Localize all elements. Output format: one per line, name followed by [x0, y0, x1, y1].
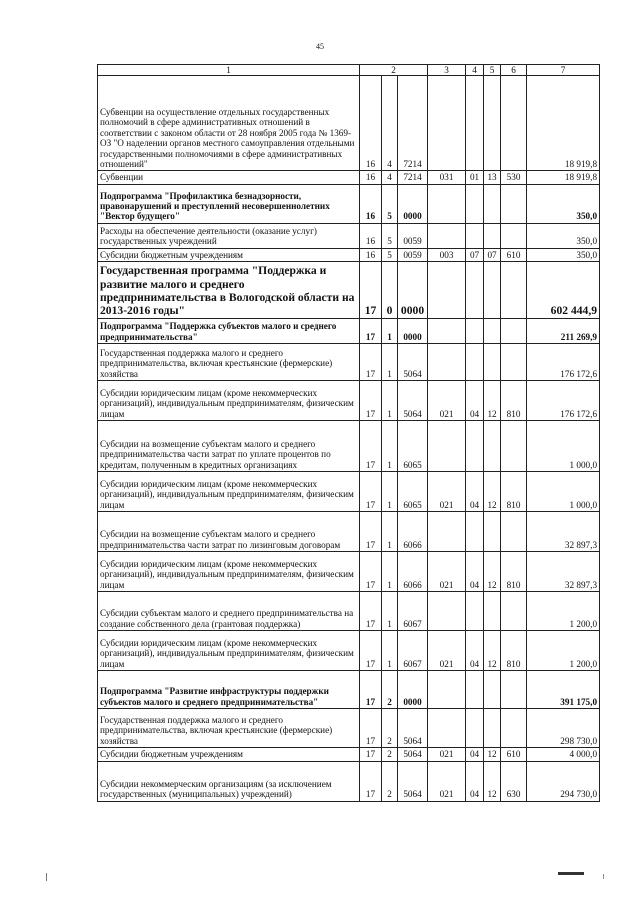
- row-name: Расходы на обеспечение деятельности (оказание услуг) государственных учреждений: [98, 223, 360, 248]
- code-ministry: [428, 671, 466, 709]
- code-ministry: [428, 319, 466, 344]
- code-expense-type: 810: [501, 552, 527, 592]
- row-name: Субсидии субъектам малого и среднего предпринимательства на создание собственного дела (грантовая поддержка): [98, 592, 360, 631]
- code-subsection: [484, 184, 501, 223]
- table-row: [98, 248, 600, 261]
- amount: 32 897,3: [527, 552, 600, 592]
- code-program: 17: [360, 748, 382, 761]
- code-expense-type: [501, 344, 527, 381]
- row-name: Субвенции на осуществление отдельных государственных полномочий в сфере административных отношений в соответствии с законом области от 28 ноября 2005 года № 1369-ОЗ "О наделении органов местного самоуправления отдельными государственными полномочиями в сфере административных отношений": [98, 76, 360, 171]
- code-expense-type: 610: [501, 248, 527, 261]
- code-subsection: [484, 223, 501, 248]
- code-program: 16: [360, 248, 382, 261]
- code-expense-type: [501, 319, 527, 344]
- code-subsection: [484, 319, 501, 344]
- code-program: 17: [360, 512, 382, 552]
- code-subprogram: 1: [382, 592, 398, 631]
- code-program: 17: [360, 381, 382, 421]
- row-name: Субсидии на возмещение субъектам малого и среднего предпринимательства части затрат по уплате процентов по кредитам, полученным в кредитных организациях: [98, 421, 360, 472]
- code-direction: 7214: [398, 76, 428, 171]
- code-section: 04: [466, 381, 484, 421]
- code-expense-type: [501, 223, 527, 248]
- code-program: 17: [360, 421, 382, 472]
- table-row: [98, 344, 600, 381]
- code-subsection: 12: [484, 748, 501, 761]
- code-section: [466, 344, 484, 381]
- table-row: [98, 223, 600, 248]
- code-direction: 5064: [398, 761, 428, 801]
- code-subprogram: 2: [382, 761, 398, 801]
- table-row: [98, 421, 600, 472]
- amount: 350,0: [527, 248, 600, 261]
- amount: 211 269,9: [527, 319, 600, 344]
- header-cell: 3: [428, 65, 466, 76]
- code-expense-type: 810: [501, 631, 527, 671]
- code-subsection: [484, 262, 501, 319]
- code-direction: 6067: [398, 631, 428, 671]
- code-subsection: 13: [484, 171, 501, 184]
- row-name: Субсидии юридическим лицам (кроме некоммерческих организаций), индивидуальным предпринимателям, физическим лицам: [98, 472, 360, 512]
- table-row: [98, 262, 600, 319]
- code-expense-type: [501, 671, 527, 709]
- header-cell: 2: [360, 65, 428, 76]
- code-expense-type: [501, 184, 527, 223]
- amount: 4 000,0: [527, 748, 600, 761]
- code-subprogram: 1: [382, 472, 398, 512]
- row-name: Подпрограмма "Поддержка субъектов малого и среднего предпринимательства": [98, 319, 360, 344]
- code-section: 04: [466, 552, 484, 592]
- code-direction: 6065: [398, 421, 428, 472]
- header-cell: 4: [466, 65, 484, 76]
- code-subsection: [484, 592, 501, 631]
- code-ministry: 021: [428, 631, 466, 671]
- header-cell: 5: [484, 65, 501, 76]
- code-ministry: [428, 262, 466, 319]
- code-direction: 6066: [398, 512, 428, 552]
- code-section: [466, 223, 484, 248]
- table-row: [98, 592, 600, 631]
- table-row: [98, 631, 600, 671]
- code-expense-type: [501, 421, 527, 472]
- table-row: [98, 472, 600, 512]
- code-subprogram: 2: [382, 671, 398, 709]
- header-row: [98, 65, 600, 76]
- code-ministry: 021: [428, 748, 466, 761]
- code-section: [466, 671, 484, 709]
- code-subprogram: 4: [382, 171, 398, 184]
- code-section: 04: [466, 748, 484, 761]
- table-row: [98, 319, 600, 344]
- code-ministry: [428, 76, 466, 171]
- code-section: [466, 76, 484, 171]
- amount: 298 730,0: [527, 709, 600, 748]
- code-subprogram: 4: [382, 76, 398, 171]
- code-direction: 5064: [398, 748, 428, 761]
- code-direction: 0000: [398, 184, 428, 223]
- amount: 176 172,6: [527, 381, 600, 421]
- amount: 391 175,0: [527, 671, 600, 709]
- code-section: 01: [466, 171, 484, 184]
- amount: 1 000,0: [527, 421, 600, 472]
- code-direction: 7214: [398, 171, 428, 184]
- code-section: 04: [466, 761, 484, 801]
- code-program: 17: [360, 709, 382, 748]
- header-cell: 6: [501, 65, 527, 76]
- code-expense-type: [501, 592, 527, 631]
- code-subprogram: 1: [382, 381, 398, 421]
- table-row: [98, 184, 600, 223]
- code-program: 17: [360, 671, 382, 709]
- row-name: Субсидии юридическим лицам (кроме некоммерческих организаций), индивидуальным предпринимателям, физическим лицам: [98, 552, 360, 592]
- code-subsection: 12: [484, 381, 501, 421]
- code-subsection: 12: [484, 472, 501, 512]
- code-subprogram: 1: [382, 552, 398, 592]
- code-program: 17: [360, 344, 382, 381]
- table-body: [98, 76, 600, 801]
- code-subprogram: 2: [382, 748, 398, 761]
- code-section: [466, 262, 484, 319]
- row-name: Субсидии юридическим лицам (кроме некоммерческих организаций), индивидуальным предпринимателям, физическим лицам: [98, 631, 360, 671]
- code-expense-type: 810: [501, 381, 527, 421]
- code-direction: 0059: [398, 248, 428, 261]
- code-program: 17: [360, 761, 382, 801]
- amount: 32 897,3: [527, 512, 600, 552]
- amount: 350,0: [527, 184, 600, 223]
- scan-mark: [46, 873, 47, 881]
- code-program: 17: [360, 262, 382, 319]
- code-section: [466, 709, 484, 748]
- code-section: 04: [466, 631, 484, 671]
- code-ministry: [428, 421, 466, 472]
- code-section: 07: [466, 248, 484, 261]
- code-direction: 6067: [398, 592, 428, 631]
- code-subprogram: 0: [382, 262, 398, 319]
- row-name: Субвенции: [98, 171, 360, 184]
- code-expense-type: 610: [501, 748, 527, 761]
- code-subsection: [484, 512, 501, 552]
- code-subprogram: 1: [382, 319, 398, 344]
- code-subprogram: 1: [382, 512, 398, 552]
- code-subprogram: 2: [382, 709, 398, 748]
- amount: 1 200,0: [527, 631, 600, 671]
- code-expense-type: [501, 709, 527, 748]
- code-ministry: 021: [428, 472, 466, 512]
- code-program: 17: [360, 319, 382, 344]
- code-ministry: 031: [428, 171, 466, 184]
- row-name: Субсидии юридическим лицам (кроме некоммерческих организаций), индивидуальным предпринимателям, физическим лицам: [98, 381, 360, 421]
- code-expense-type: 810: [501, 472, 527, 512]
- code-section: [466, 512, 484, 552]
- code-ministry: [428, 709, 466, 748]
- amount: 350,0: [527, 223, 600, 248]
- code-expense-type: 630: [501, 761, 527, 801]
- row-name: Государственная поддержка малого и среднего предпринимательства, включая крестьянские (фермерские) хозяйства: [98, 344, 360, 381]
- code-subsection: 12: [484, 552, 501, 592]
- code-ministry: 021: [428, 552, 466, 592]
- table-row: [98, 76, 600, 171]
- code-subsection: [484, 671, 501, 709]
- code-direction: 6066: [398, 552, 428, 592]
- code-program: 17: [360, 631, 382, 671]
- code-section: [466, 421, 484, 472]
- amount: 1 000,0: [527, 472, 600, 512]
- code-ministry: 021: [428, 381, 466, 421]
- code-program: 17: [360, 552, 382, 592]
- table-row: [98, 709, 600, 748]
- code-subprogram: 5: [382, 184, 398, 223]
- table-row: [98, 671, 600, 709]
- code-program: 16: [360, 184, 382, 223]
- row-name: Государственная поддержка малого и среднего предпринимательства, включая крестьянские (фермерские) хозяйства: [98, 709, 360, 748]
- code-direction: 5064: [398, 709, 428, 748]
- code-direction: 0000: [398, 262, 428, 319]
- code-subsection: 12: [484, 761, 501, 801]
- code-subsection: [484, 76, 501, 171]
- code-subsection: [484, 344, 501, 381]
- table-row: [98, 512, 600, 552]
- page-number: 45: [316, 42, 324, 51]
- row-name: Субсидии некоммерческим организациям (за исключением государственных (муниципальных) учреждений): [98, 761, 360, 801]
- row-name: Субсидии бюджетным учреждениям: [98, 248, 360, 261]
- code-direction: 5064: [398, 344, 428, 381]
- row-name: Подпрограмма "Профилактика безнадзорности, правонарушений и преступлений несовершеннолетних "Вектор будущего": [98, 184, 360, 223]
- header-cell: 7: [527, 65, 600, 76]
- amount: 18 919,8: [527, 76, 600, 171]
- code-subprogram: 1: [382, 421, 398, 472]
- code-ministry: [428, 223, 466, 248]
- code-subsection: [484, 709, 501, 748]
- code-direction: 0000: [398, 671, 428, 709]
- table-row: [98, 381, 600, 421]
- code-subprogram: 5: [382, 248, 398, 261]
- code-subprogram: 5: [382, 223, 398, 248]
- scan-mark: [558, 872, 584, 875]
- table-row: [98, 171, 600, 184]
- header-cell: 1: [98, 65, 360, 76]
- code-section: [466, 592, 484, 631]
- code-direction: 0000: [398, 319, 428, 344]
- code-program: 16: [360, 171, 382, 184]
- table-row: [98, 748, 600, 761]
- code-expense-type: [501, 76, 527, 171]
- row-name: Субсидии бюджетным учреждениям: [98, 748, 360, 761]
- code-program: 17: [360, 592, 382, 631]
- code-ministry: [428, 592, 466, 631]
- code-direction: 0059: [398, 223, 428, 248]
- table-row: [98, 552, 600, 592]
- code-ministry: 003: [428, 248, 466, 261]
- code-subsection: [484, 421, 501, 472]
- code-subsection: 07: [484, 248, 501, 261]
- amount: 176 172,6: [527, 344, 600, 381]
- amount: 1 200,0: [527, 592, 600, 631]
- code-program: 16: [360, 223, 382, 248]
- code-expense-type: [501, 262, 527, 319]
- code-section: [466, 319, 484, 344]
- amount: 294 730,0: [527, 761, 600, 801]
- code-program: 17: [360, 472, 382, 512]
- code-ministry: 021: [428, 761, 466, 801]
- code-section: [466, 184, 484, 223]
- table-row: [98, 761, 600, 801]
- code-section: 04: [466, 472, 484, 512]
- code-direction: 5064: [398, 381, 428, 421]
- budget-table: [97, 64, 600, 802]
- code-program: 16: [360, 76, 382, 171]
- code-subsection: 12: [484, 631, 501, 671]
- row-name: Государственная программа "Поддержка и развитие малого и среднего предпринимательства в Вологодской области на 2013-2016 годы": [98, 262, 360, 319]
- code-expense-type: 530: [501, 171, 527, 184]
- scan-mark: [603, 874, 604, 879]
- code-direction: 6065: [398, 472, 428, 512]
- code-ministry: [428, 512, 466, 552]
- row-name: Субсидии на возмещение субъектам малого и среднего предпринимательства части затрат по лизинговым договорам: [98, 512, 360, 552]
- amount: 602 444,9: [527, 262, 600, 319]
- code-subprogram: 1: [382, 631, 398, 671]
- amount: 18 919,8: [527, 171, 600, 184]
- code-subprogram: 1: [382, 344, 398, 381]
- code-ministry: [428, 184, 466, 223]
- code-expense-type: [501, 512, 527, 552]
- code-ministry: [428, 344, 466, 381]
- row-name: Подпрограмма "Развитие инфраструктуры поддержки субъектов малого и среднего предпринимательства": [98, 671, 360, 709]
